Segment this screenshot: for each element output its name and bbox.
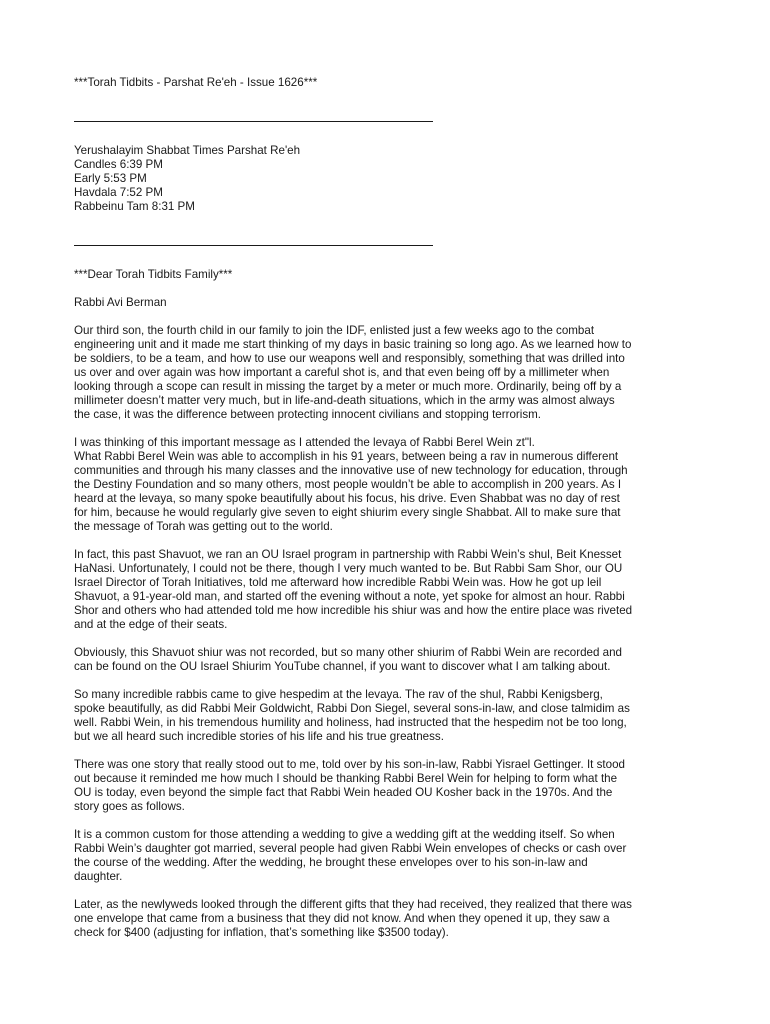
letter-paragraph [74,688,700,744]
paragraph-line: communities and through his many classes and the innovative use of new technology for education, through [74,464,628,477]
paragraph-line: Our third son, the fourth child in our family to join the IDF, enlisted just a few weeks ago to the combat [74,324,595,337]
paragraph-line: What Rabbi Berel Wein was able to accomplish in his 91 years, between being a rav in numerous different [74,450,619,463]
paragraph-line: millimeter doesn’t matter very much, but in life-and-death situations, which in the army was almost always [74,394,615,407]
paragraph-line: HaNasi. Unfortunately, I could not be there, though I very much wanted to be. But Rabbi Sam Shor, our OU [74,562,623,575]
paragraph-line: daughter. [74,870,123,883]
paragraph-line: for him, because he would regularly give seven to eight shiurim every single Shabbat. All to make sure that [74,506,621,519]
paragraph-line: be soldiers, to be a team, and how to use our weapons well and responsibly, something that was drilled into [74,352,625,365]
document-title: ***Torah Tidbits - Parshat Re'eh - Issue 1626*** [74,76,318,89]
letter-author: Rabbi Avi Berman [74,296,167,309]
paragraph-line: the case, it was the difference between protecting innocent civilians and stopping terrorism. [74,408,542,421]
paragraph-line: Shor and others who had attended told me how incredible his shiur was and how the entire place was riveted [74,604,633,617]
paragraph-line: spoke beautifully, as did Rabbi Meir Goldwicht, Rabbi Don Siegel, several sons-in-law, and close talmidim as [74,702,630,715]
paragraph-line: and at the edge of their seats. [74,618,228,631]
letter-paragraph [74,898,700,940]
paragraph-line: one envelope that came from a business that they did not know. And when they opened it up, they saw a [74,912,610,925]
paragraph-line: the course of the wedding. After the wedding, he brought these envelopes over to his son-in-law and [74,856,588,869]
letter-paragraph [74,828,700,884]
paragraph-line: but we all heard such incredible stories of his life and his true greatness. [74,730,444,743]
paragraph-line: Rabbi Wein’s daughter got married, several people had given Rabbi Wein envelopes of checks or cash over [74,842,627,855]
paragraph-line: It is a common custom for those attending a wedding to give a wedding gift at the wedding itself. So when [74,828,615,841]
letter-body [74,324,700,940]
paragraph-line: Shavuot, a 91-year-old man, and started off the evening without a note, yet spoke for almost an hour. Rabbi [74,590,625,603]
paragraph-line: There was one story that really stood out to me, told over by his son-in-law, Rabbi Yisrael Gettinger. It stood [74,758,625,771]
paragraph-line: the Destiny Foundation and so many others, most people wouldn’t be able to accomplish in 200 years. As I [74,478,622,491]
paragraph-line: In fact, this past Shavuot, we ran an OU Israel program in partnership with Rabbi Wein’s shul, Beit Knesset [74,548,622,561]
paragraph-line: I was thinking of this important message as I attended the levaya of Rabbi Berel Wein zt"l. [74,436,535,449]
paragraph-line: OU is today, even beyond the simple fact that Rabbi Wein headed OU Kosher back in the 1970s. And the [74,786,613,799]
divider-2 [74,245,433,246]
paragraph-line: looking through a scope can result in missing the target by a meter or much more. Ordinarily, being off by a [74,380,622,393]
paragraph-line: us over and over again was how important a careful shot is, and that even being off by a millimeter when [74,366,610,379]
paragraph-line: Obviously, this Shavuot shiur was not recorded, but so many other shiurim of Rabbi Wein are recorded and [74,646,622,659]
document-page [74,76,700,940]
letter-paragraph [74,324,700,422]
letter-paragraph [74,548,700,632]
paragraph-line: out because it reminded me how much I should be thanking Rabbi Berel Wein for helping to form what the [74,772,618,785]
paragraph-line: well. Rabbi Wein, in his tremendous humility and holiness, had instructed that the hespedim not be too long, [74,716,627,729]
letter-paragraph [74,436,700,534]
early-time: Early 5:53 PM [74,172,147,185]
paragraph-line: Later, as the newlyweds looked through the different gifts that they had received, they realized that there was [74,898,632,911]
rabbeinu-tam-time: Rabbeinu Tam 8:31 PM [74,200,195,213]
divider-1 [74,121,433,122]
paragraph-line: engineering unit and it made me start thinking of my days in basic training so long ago. As we learned how to [74,338,632,351]
paragraph-line: So many incredible rabbis came to give hespedim at the levaya. The rav of the shul, Rabbi Kenigsberg, [74,688,603,701]
paragraph-line: heard at the levaya, so many spoke beautifully about his focus, his drive. Even Shabbat was no day of rest [74,492,620,505]
havdala-time: Havdala 7:52 PM [74,186,163,199]
letter-paragraph [74,758,700,814]
paragraph-line: can be found on the OU Israel Shiurim YouTube channel, if you want to discover what I am talking about. [74,660,611,673]
paragraph-line: check for $400 (adjusting for inflation, that’s something like $3500 today). [74,926,449,939]
paragraph-line: Israel Director of Torah Initiatives, told me afterward how incredible Rabbi Wein was. How he got up leil [74,576,602,589]
candles-time: Candles 6:39 PM [74,158,163,171]
paragraph-line: story goes as follows. [74,800,185,813]
shabbat-times-block [74,144,700,214]
letter-heading: ***Dear Torah Tidbits Family*** [74,268,233,281]
shabbat-times-heading: Yerushalayim Shabbat Times Parshat Re'eh [74,144,301,157]
paragraph-line: the message of Torah was getting out to the world. [74,520,333,533]
letter-paragraph [74,646,700,674]
